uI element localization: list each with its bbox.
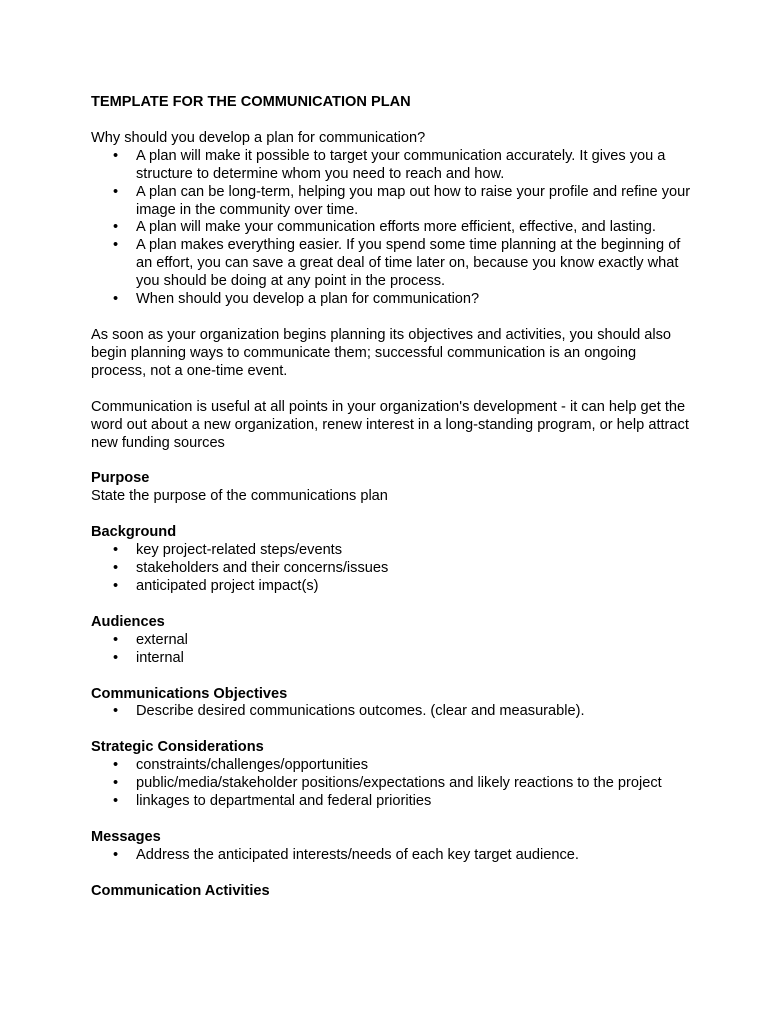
paragraph-useful: Communication is useful at all points in your organization's development - it can help get the word out about a new organization, renew interest in a long-standing program, or help attract new funding sources xyxy=(91,398,689,451)
list-item: • constraints/challenges/opportunities xyxy=(113,757,369,774)
audiences-list xyxy=(91,632,691,668)
strategic-list xyxy=(91,757,691,811)
document-page xyxy=(91,94,691,901)
document-title: TEMPLATE FOR THE COMMUNICATION PLAN xyxy=(91,94,411,110)
bullet-icon: • xyxy=(113,793,119,810)
bullet-icon: • xyxy=(113,147,119,164)
objectives-list xyxy=(91,703,691,721)
list-item: • linkages to departmental and federal priorities xyxy=(113,793,432,810)
list-item: • internal xyxy=(113,649,184,666)
list-item: • public/media/stakeholder positions/expectations and likely reactions to the project xyxy=(113,775,662,792)
list-item: • A plan will make your communication efforts more efficient, effective, and lasting. xyxy=(113,219,656,236)
bullet-icon: • xyxy=(113,542,119,559)
section-heading-messages: Messages xyxy=(91,829,161,845)
bullet-icon: • xyxy=(113,577,119,594)
section-heading-strategic: Strategic Considerations xyxy=(91,739,264,756)
list-item: • stakeholders and their concerns/issues xyxy=(113,560,389,577)
list-item: • A plan will make it possible to target your communication accurately. It gives you a structure to determine whom you need to reach and how. xyxy=(113,147,666,182)
list-item: • A plan makes everything easier. If you spend some time planning at the beginning of an effort, you can save a great deal of time later on, because you know exactly what you should be doing at any point in the process. xyxy=(113,237,681,290)
bullet-icon: • xyxy=(113,560,119,577)
section-purpose xyxy=(91,470,691,506)
bullet-icon: • xyxy=(113,183,119,200)
list-item: • anticipated project impact(s) xyxy=(113,577,319,594)
bullet-icon: • xyxy=(113,649,119,666)
bullet-icon: • xyxy=(113,846,119,863)
bullet-icon: • xyxy=(113,631,119,648)
bullet-icon: • xyxy=(113,291,119,308)
intro-bullet-list xyxy=(91,148,691,309)
section-text: State the purpose of the communications plan xyxy=(91,488,388,505)
messages-list xyxy=(91,847,691,865)
bullet-icon: • xyxy=(113,219,119,236)
list-item: • key project-related steps/events xyxy=(113,542,343,559)
background-list xyxy=(91,542,691,596)
paragraph-when: As soon as your organization begins planning its objectives and activities, you should also begin planning ways to communicate them; successful communication is an ongoing process, not a one-time event. xyxy=(91,326,672,379)
section-heading: Purpose xyxy=(91,470,150,487)
section-heading-objectives: Communications Objectives xyxy=(91,685,288,702)
bullet-icon: • xyxy=(113,757,119,774)
list-item: • Describe desired communications outcomes. (clear and measurable). xyxy=(113,703,585,720)
list-item: • A plan can be long-term, helping you map out how to raise your profile and refine your image in the community over time. xyxy=(113,183,691,218)
bullet-icon: • xyxy=(113,237,119,254)
list-item: • Address the anticipated interests/needs of each key target audience. xyxy=(113,846,579,863)
bullet-icon: • xyxy=(113,703,119,720)
bullet-icon: • xyxy=(113,775,119,792)
section-heading-activities: Communication Activities xyxy=(91,882,270,899)
list-item: • external xyxy=(113,631,188,648)
section-heading-background: Background xyxy=(91,524,177,541)
section-heading-audiences: Audiences xyxy=(91,613,165,630)
list-item: • When should you develop a plan for communication? xyxy=(113,291,480,308)
intro-question: Why should you develop a plan for communication? xyxy=(91,129,426,146)
